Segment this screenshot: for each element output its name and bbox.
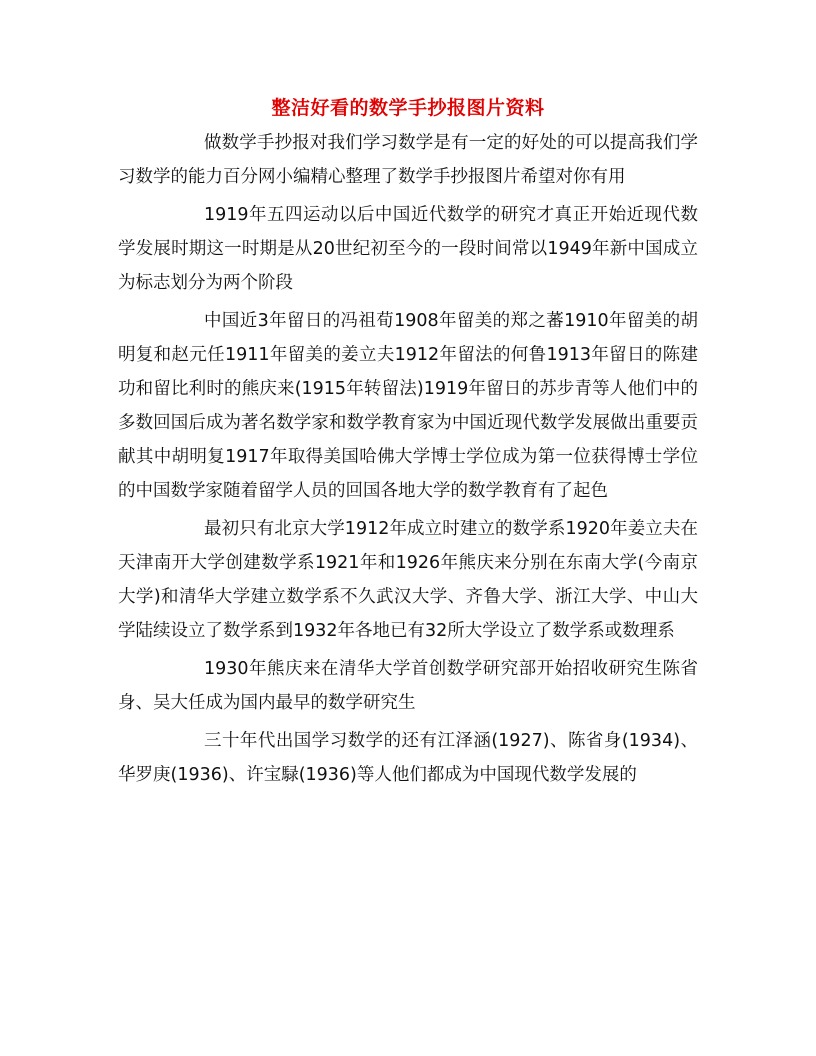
document-page (118, 88, 698, 796)
paragraph-may-fourth: 1919年五四运动以后中国近代数学的研究才真正开始近现代数学发展时期这一时期是从20世纪初至今的一段时间常以1949年新中国成立为标志划分为两个阶段 (118, 205, 698, 293)
paragraph-thirties: 三十年代出国学习数学的还有江泽涵(1927)、陈省身(1934)、华罗庚(1936)、许宝騄(1936)等人他们都成为中国现代数学发展的 (118, 731, 698, 785)
paragraph-math-departments: 最初只有北京大学1912年成立时建立的数学系1920年姜立夫在天津南开大学创建数学系1921年和1926年熊庆来分别在东南大学(今南京大学)和清华大学建立数学系不久武汉大学、齐鲁大学、浙江大学、中山大学陆续设立了数学系到1932年各地已有32所大学设立了数学系或数理系 (118, 519, 698, 641)
document-title: 整洁好看的数学手抄报图片资料 (271, 97, 545, 119)
paragraph-research-department: 1930年熊庆来在清华大学首创数学研究部开始招收研究生陈省身、吴大任成为国内最早的数学研究生 (118, 659, 698, 713)
paragraph-overseas-students: 中国近3年留日的冯祖荀1908年留美的郑之蕃1910年留美的胡明复和赵元任1911年留美的姜立夫1912年留法的何鲁1913年留日的陈建功和留比利时的熊庆来(1915年转留法)1919年留日的苏步青等人他们中的多数回国后成为著名数学家和数学教育家为中国近现代数学发展做出重要贡献其中胡明复1917年取得美国哈佛大学博士学位成为第一位获得博士学位的中国数学家随着留学人员的回国各地大学的数学教育有了起色 (118, 311, 698, 501)
paragraph-intro: 做数学手抄报对我们学习数学是有一定的好处的可以提高我们学习数学的能力百分网小编精心整理了数学手抄报图片希望对你有用 (118, 133, 698, 187)
